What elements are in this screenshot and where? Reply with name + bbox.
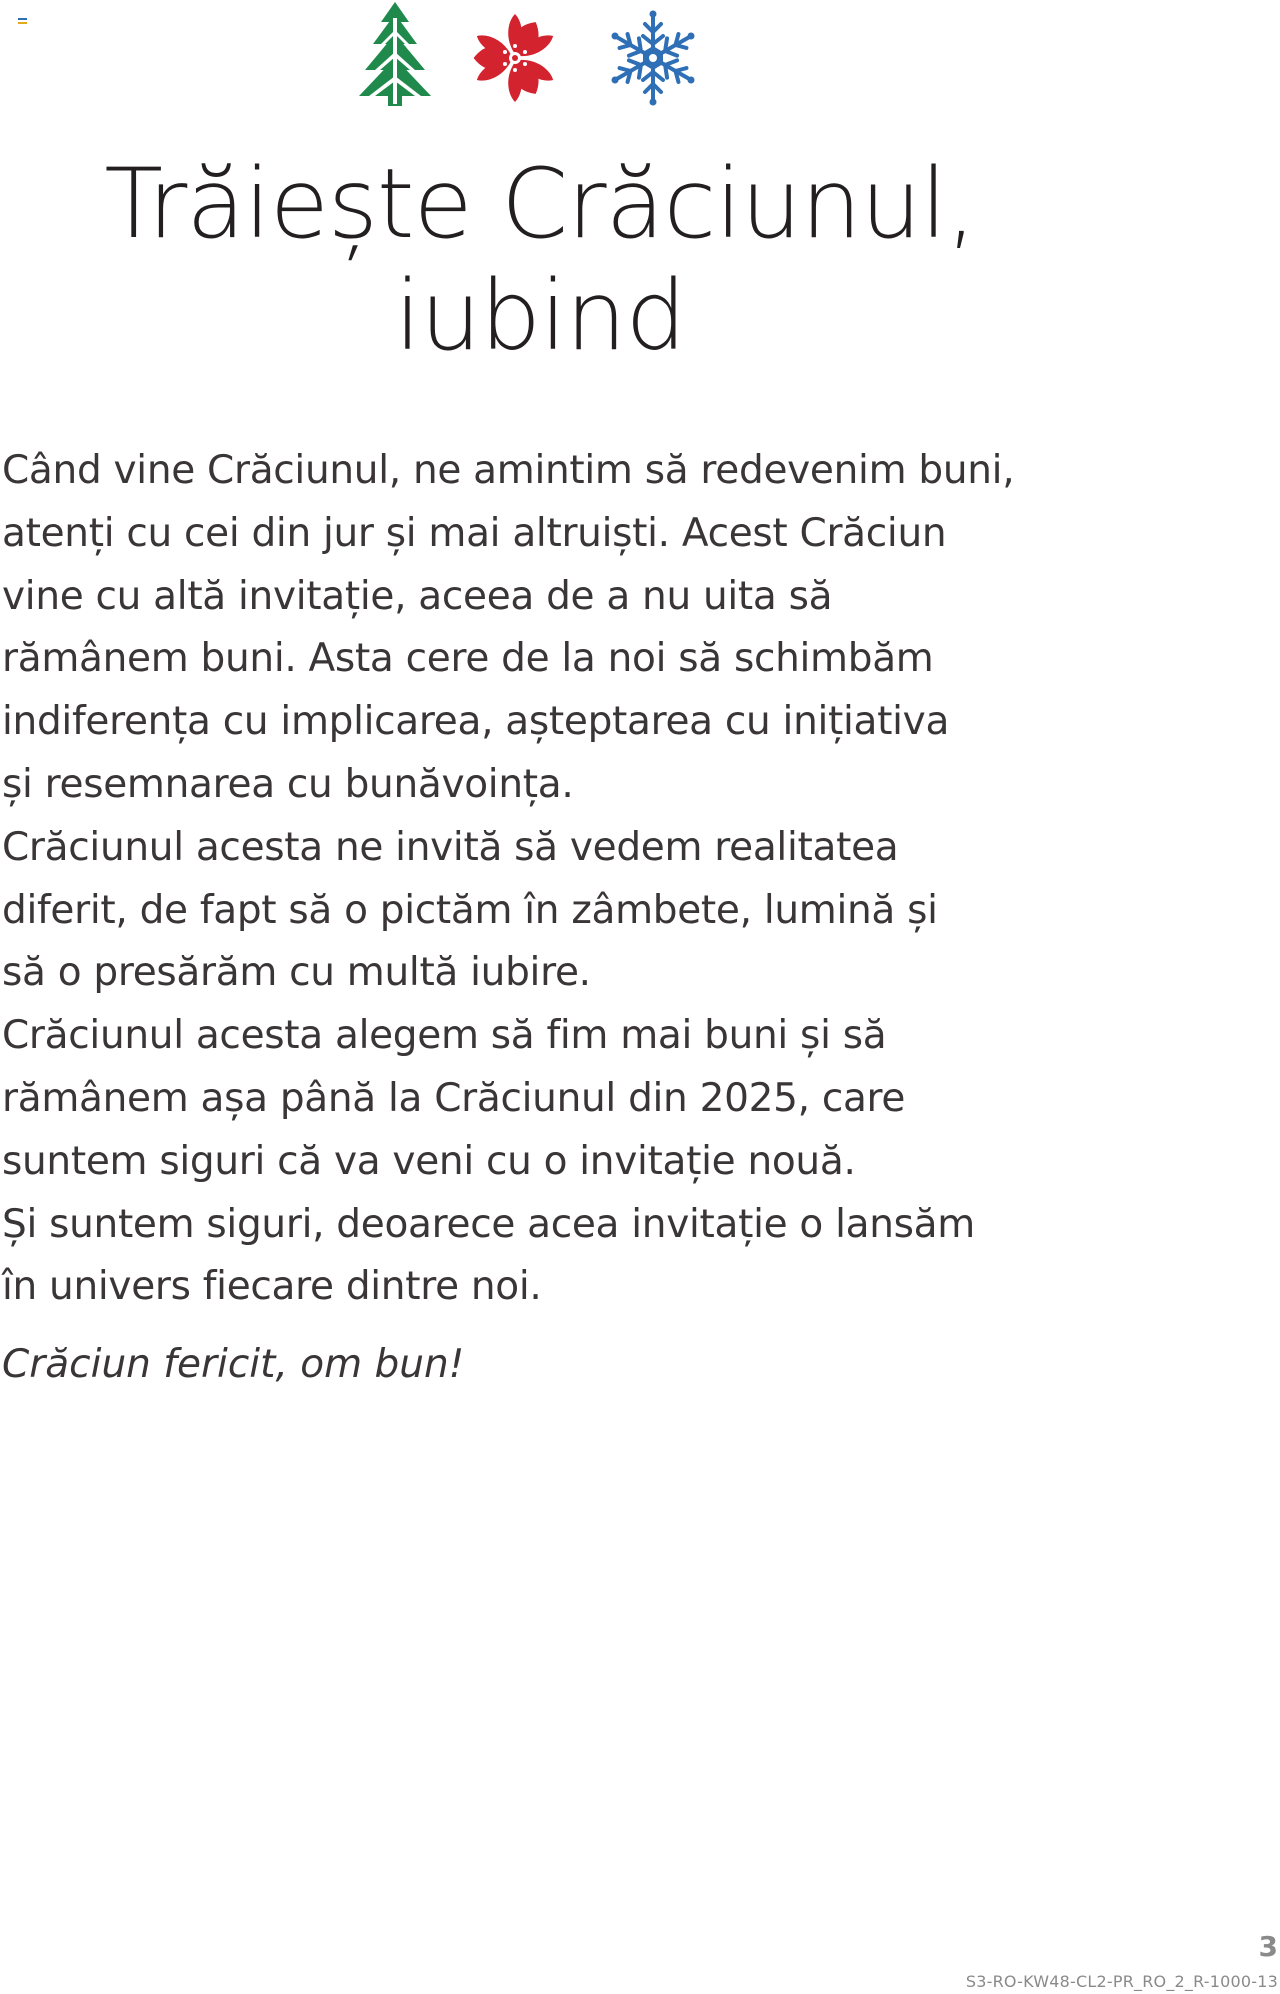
page-number: 3 [1258,1930,1278,1963]
body-line: vine cu altă invitație, aceea de a nu uita să [2,573,833,619]
page-title [0,148,1080,372]
body-line: rămânem așa până la Crăciunul din 2025, care [2,1075,906,1121]
body-line: Crăciunul acesta alegem să fim mai buni și să [2,1013,887,1059]
body-line: indiferența cu implicarea, așteptarea cu inițiativa [2,699,950,745]
poinsettia-icon [460,12,570,104]
title-line: Trăiește Crăciunul, [104,148,976,260]
tree-icon [357,0,433,108]
body-line: diferit, de fapt să o pictăm în zâmbete, lumină și [2,887,938,933]
page-code: S3-RO-KW48-CL2-PR_RO_2_R-1000-13 [965,1972,1278,1991]
body-line: rămânem buni. Asta cere de la noi să schimbăm [2,636,934,682]
body-line: să o presărăm cu multă iubire. [2,950,591,996]
body-line: Și suntem siguri, deoarece acea invitație o lansăm [2,1201,975,1247]
body-line: Când vine Crăciunul, ne amintim să redevenim buni, [2,448,1015,493]
snowflake-icon [605,10,701,106]
body-line: Crăciunul acesta ne invită să vedem realitatea [2,824,899,870]
corner-mark [18,18,27,26]
body-line: și resemnarea cu bunăvoința. [2,761,574,807]
closing-greeting: Crăciun fericit, om bun! [2,1342,465,1387]
body-line: atenți cu cei din jur și mai altruiști. Acest Crăciun [2,510,947,556]
body-text [2,440,1102,1319]
decorative-icons [355,0,705,110]
title-line: iubind [394,260,686,372]
body-line: suntem siguri că va veni cu o invitație nouă. [2,1138,856,1184]
body-line: în univers fiecare dintre noi. [2,1264,542,1310]
corner-mark-bar [18,18,27,20]
corner-mark-bar [18,22,27,24]
